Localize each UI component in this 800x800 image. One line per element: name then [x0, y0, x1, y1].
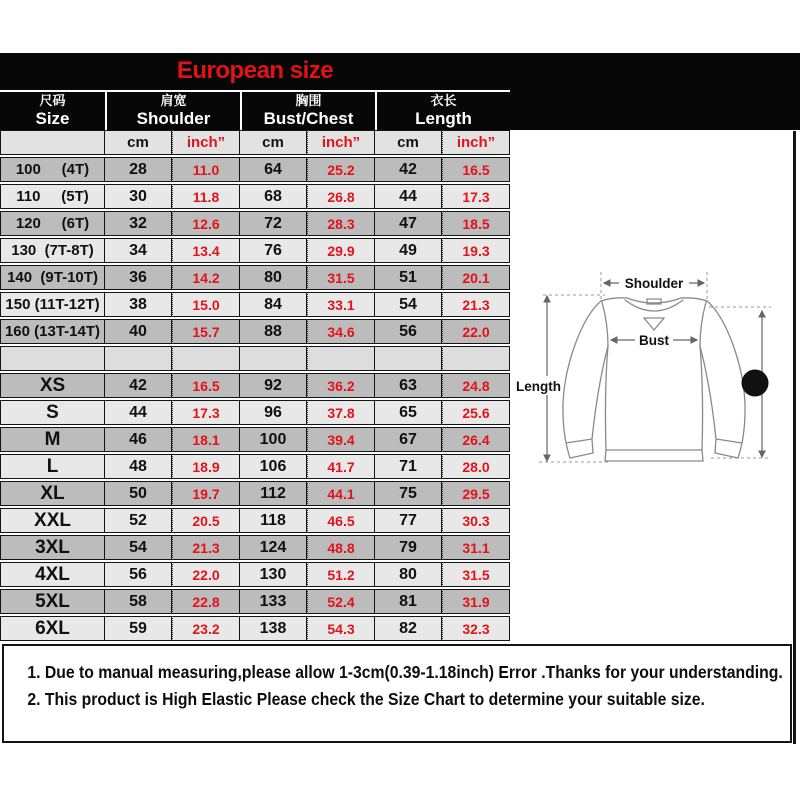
inch-value-cell: 11.8: [172, 184, 240, 209]
size-label-cell: XL: [0, 481, 105, 506]
table-row: [0, 346, 510, 371]
cm-value-cell: 50: [105, 481, 172, 506]
inch-value-cell: 48.8: [307, 535, 375, 560]
cm-value-cell: 75: [375, 481, 442, 506]
cm-value-cell: 63: [375, 373, 442, 398]
header-bust-zh: 胸围: [295, 92, 322, 108]
cm-value-cell: 130: [240, 562, 307, 587]
inch-value-cell: 54.3: [307, 616, 375, 641]
table-row: [0, 454, 510, 479]
size-label-cell: 130 (7T-8T): [0, 238, 105, 263]
inch-value-cell: 24.8: [442, 373, 510, 398]
cm-value-cell: 71: [375, 454, 442, 479]
unit-inch-cell: inch”: [442, 130, 510, 155]
inch-value-cell: 46.5: [307, 508, 375, 533]
table-row: [0, 562, 510, 587]
inch-value-cell: 41.7: [307, 454, 375, 479]
inch-value-cell: 21.3: [442, 292, 510, 317]
inch-value-cell: 28.3: [307, 211, 375, 236]
table-row: [0, 238, 510, 263]
table-header-row: [0, 90, 510, 130]
size-label-cell: 4XL: [0, 562, 105, 587]
inch-value-cell: 30.3: [442, 508, 510, 533]
inch-value-cell: 18.9: [172, 454, 240, 479]
cm-value-cell: 84: [240, 292, 307, 317]
size-label-cell: 110 (5T): [0, 184, 105, 209]
sweater-measure-diagram: [513, 252, 798, 467]
table-row: [0, 373, 510, 398]
cm-value-cell: [240, 346, 307, 371]
inch-value-cell: [442, 346, 510, 371]
header-length-zh: 衣长: [430, 92, 457, 108]
cm-value-cell: 76: [240, 238, 307, 263]
header-bust: [240, 92, 375, 130]
size-label-cell: 160 (13T-14T): [0, 319, 105, 344]
cm-value-cell: 133: [240, 589, 307, 614]
cm-value-cell: 96: [240, 400, 307, 425]
inch-value-cell: 18.5: [442, 211, 510, 236]
cm-value-cell: 80: [375, 562, 442, 587]
size-label-cell: XXL: [0, 508, 105, 533]
inch-value-cell: 16.5: [442, 157, 510, 182]
table-row: [0, 184, 510, 209]
inch-value-cell: 13.4: [172, 238, 240, 263]
inch-value-cell: 11.0: [172, 157, 240, 182]
inch-value-cell: 20.1: [442, 265, 510, 290]
cm-value-cell: 82: [375, 616, 442, 641]
inch-value-cell: 34.6: [307, 319, 375, 344]
inch-value-cell: 16.5: [172, 373, 240, 398]
inch-value-cell: 23.2: [172, 616, 240, 641]
inch-value-cell: 39.4: [307, 427, 375, 452]
cm-value-cell: 118: [240, 508, 307, 533]
table-row: [0, 508, 510, 533]
inch-value-cell: 19.3: [442, 238, 510, 263]
table-row: [0, 292, 510, 317]
cm-value-cell: 47: [375, 211, 442, 236]
size-label-cell: 120 (6T): [0, 211, 105, 236]
size-label-cell: S: [0, 400, 105, 425]
table-row: [0, 481, 510, 506]
cm-value-cell: 51: [375, 265, 442, 290]
cm-value-cell: 112: [240, 481, 307, 506]
cm-value-cell: 42: [375, 157, 442, 182]
cm-value-cell: 65: [375, 400, 442, 425]
header-length-en: Length: [415, 108, 472, 128]
cm-value-cell: 32: [105, 211, 172, 236]
cm-value-cell: 59: [105, 616, 172, 641]
cm-value-cell: 28: [105, 157, 172, 182]
inch-value-cell: 22.0: [172, 562, 240, 587]
inch-value-cell: [172, 346, 240, 371]
inch-value-cell: 29.9: [307, 238, 375, 263]
unit-inch-cell: inch”: [172, 130, 240, 155]
cm-value-cell: 92: [240, 373, 307, 398]
cm-value-cell: 38: [105, 292, 172, 317]
inch-value-cell: 14.2: [172, 265, 240, 290]
size-label-cell: XS: [0, 373, 105, 398]
header-bust-en: Bust/Chest: [263, 108, 354, 128]
cm-value-cell: 138: [240, 616, 307, 641]
inch-value-cell: 52.4: [307, 589, 375, 614]
unit-inch-cell: inch”: [307, 130, 375, 155]
cm-value-cell: [375, 346, 442, 371]
inch-value-cell: 29.5: [442, 481, 510, 506]
notes-inner: [4, 646, 783, 713]
badge-number: 3: [750, 376, 760, 393]
table-row: [0, 589, 510, 614]
inch-value-cell: 12.6: [172, 211, 240, 236]
inch-value-cell: 32.3: [442, 616, 510, 641]
cm-value-cell: 106: [240, 454, 307, 479]
table-row: [0, 427, 510, 452]
inch-value-cell: 15.7: [172, 319, 240, 344]
cm-value-cell: 44: [105, 400, 172, 425]
cm-value-cell: 46: [105, 427, 172, 452]
inch-value-cell: 22.8: [172, 589, 240, 614]
size-label-cell: 5XL: [0, 589, 105, 614]
size-label-cell: [0, 346, 105, 371]
inch-value-cell: 36.2: [307, 373, 375, 398]
table-row: [0, 319, 510, 344]
cm-value-cell: 100: [240, 427, 307, 452]
cm-value-cell: 77: [375, 508, 442, 533]
cm-value-cell: 56: [375, 319, 442, 344]
cm-value-cell: 49: [375, 238, 442, 263]
dashed-guide-lines: [539, 272, 771, 462]
shoulder-label: Shoulder: [624, 276, 684, 291]
cm-value-cell: 42: [105, 373, 172, 398]
header-band: [0, 53, 800, 130]
cm-value-cell: 48: [105, 454, 172, 479]
inch-value-cell: 33.1: [307, 292, 375, 317]
cm-value-cell: 80: [240, 265, 307, 290]
header-length: [375, 92, 510, 130]
size-label-cell: 150 (11T-12T): [0, 292, 105, 317]
page-title: European size: [176, 57, 334, 84]
cm-value-cell: 54: [105, 535, 172, 560]
inch-value-cell: 37.8: [307, 400, 375, 425]
table-row: [0, 265, 510, 290]
unit-cm-cell: cm: [240, 130, 307, 155]
cm-value-cell: 30: [105, 184, 172, 209]
inch-value-cell: 26.8: [307, 184, 375, 209]
cm-value-cell: 36: [105, 265, 172, 290]
inch-value-cell: 20.5: [172, 508, 240, 533]
inch-value-cell: 22.0: [442, 319, 510, 344]
inch-value-cell: 31.1: [442, 535, 510, 560]
unit-row: [0, 130, 510, 155]
header-size: [0, 92, 105, 130]
cm-value-cell: 79: [375, 535, 442, 560]
size-label-cell: 100 (4T): [0, 157, 105, 182]
inch-value-cell: 31.5: [442, 562, 510, 587]
inch-value-cell: 25.2: [307, 157, 375, 182]
cm-value-cell: 88: [240, 319, 307, 344]
inch-value-cell: 26.4: [442, 427, 510, 452]
sweater-outline: [563, 298, 745, 461]
unit-cm-cell: cm: [375, 130, 442, 155]
cm-value-cell: 81: [375, 589, 442, 614]
size-label-cell: M: [0, 427, 105, 452]
cm-value-cell: 54: [375, 292, 442, 317]
size-table: [0, 130, 510, 643]
inch-value-cell: 21.3: [172, 535, 240, 560]
table-row: [0, 400, 510, 425]
inch-value-cell: 17.3: [442, 184, 510, 209]
inch-value-cell: 18.1: [172, 427, 240, 452]
inch-value-cell: 25.6: [442, 400, 510, 425]
note-line-1: 1. Due to manual measuring,please allow 1-3cm(0.39-1.18inch) Error .Thanks for your understanding.: [27, 662, 783, 682]
cm-value-cell: 58: [105, 589, 172, 614]
cm-value-cell: 44: [375, 184, 442, 209]
size-label-cell: 140 (9T-10T): [0, 265, 105, 290]
table-row: [0, 211, 510, 236]
unit-cm-cell: cm: [105, 130, 172, 155]
notes-box: [2, 644, 792, 743]
cm-value-cell: 34: [105, 238, 172, 263]
unit-empty-cell: [0, 130, 105, 155]
table-row: [0, 616, 510, 641]
cm-value-cell: 40: [105, 319, 172, 344]
cm-value-cell: [105, 346, 172, 371]
inch-value-cell: 15.0: [172, 292, 240, 317]
inch-value-cell: [307, 346, 375, 371]
length-label: Length: [516, 379, 561, 394]
header-shoulder: [105, 92, 240, 130]
header-size-zh: 尺码: [39, 92, 66, 108]
table-row: [0, 535, 510, 560]
inch-value-cell: 17.3: [172, 400, 240, 425]
header-shoulder-en: Shoulder: [136, 108, 211, 128]
cm-value-cell: 52: [105, 508, 172, 533]
inch-value-cell: 51.2: [307, 562, 375, 587]
cm-value-cell: 67: [375, 427, 442, 452]
table-row: [0, 157, 510, 182]
inch-value-cell: 28.0: [442, 454, 510, 479]
measure-arrows: [547, 283, 762, 461]
inch-value-cell: 19.7: [172, 481, 240, 506]
size-label-cell: 3XL: [0, 535, 105, 560]
inch-value-cell: 31.9: [442, 589, 510, 614]
cm-value-cell: 56: [105, 562, 172, 587]
header-size-en: Size: [35, 108, 70, 128]
bust-label: Bust: [639, 333, 669, 348]
note-line-2: 2. This product is High Elastic Please check the Size Chart to determine your suitable size.: [27, 689, 705, 709]
cm-value-cell: 72: [240, 211, 307, 236]
header-shoulder-zh: 肩宽: [160, 92, 187, 108]
size-table-body: [0, 157, 510, 641]
cm-value-cell: 124: [240, 535, 307, 560]
size-label-cell: 6XL: [0, 616, 105, 641]
size-label-cell: L: [0, 454, 105, 479]
inch-value-cell: 44.1: [307, 481, 375, 506]
cm-value-cell: 64: [240, 157, 307, 182]
cm-value-cell: 68: [240, 184, 307, 209]
inch-value-cell: 31.5: [307, 265, 375, 290]
